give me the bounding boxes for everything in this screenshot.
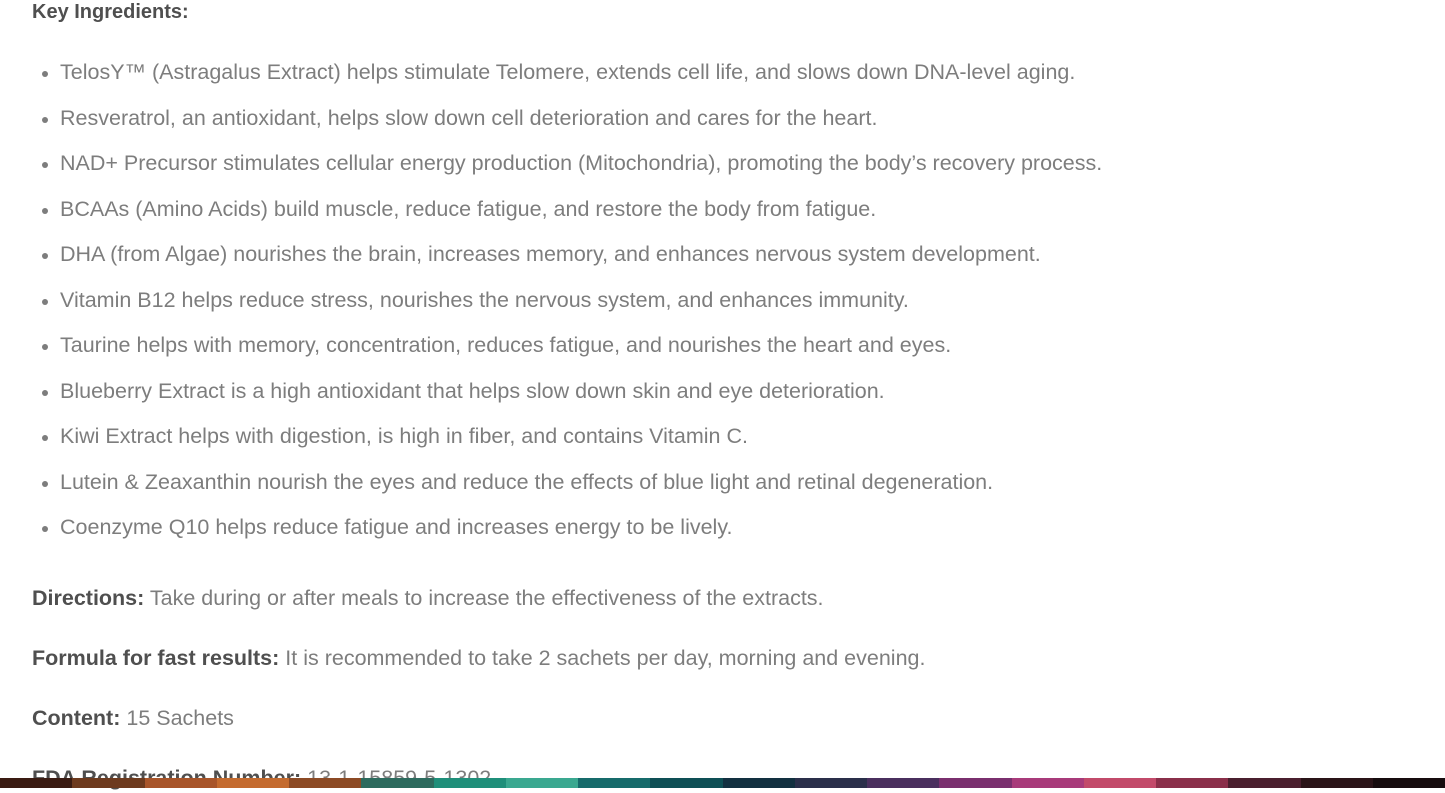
list-item: Vitamin B12 helps reduce stress, nourishes the nervous system, and enhances immunity. <box>32 278 1413 324</box>
strip-segment <box>72 778 144 788</box>
formula-label: Formula for fast results: <box>32 645 280 670</box>
content-label: Content: <box>32 705 121 730</box>
list-item: DHA (from Algae) nourishes the brain, increases memory, and enhances nervous system development. <box>32 232 1413 278</box>
list-item: Taurine helps with memory, concentration, reduces fatigue, and nourishes the heart and eyes. <box>32 323 1413 369</box>
strip-segment <box>506 778 578 788</box>
directions-value: Take during or after meals to increase the effectiveness of the extracts. <box>149 585 824 610</box>
list-item: TelosY™ (Astragalus Extract) helps stimulate Telomere, extends cell life, and slows down DNA-level aging. <box>32 50 1413 96</box>
content-line <box>32 703 1413 733</box>
strip-segment <box>795 778 867 788</box>
list-item: Blueberry Extract is a high antioxidant that helps slow down skin and eye deterioration. <box>32 369 1413 415</box>
list-item: Resveratrol, an antioxidant, helps slow down cell deterioration and cares for the heart. <box>32 96 1413 142</box>
strip-segment <box>1156 778 1228 788</box>
strip-segment <box>1301 778 1373 788</box>
list-item: BCAAs (Amino Acids) build muscle, reduce fatigue, and restore the body from fatigue. <box>32 187 1413 233</box>
bottom-color-strip <box>0 778 1445 788</box>
strip-segment <box>434 778 506 788</box>
strip-segment <box>867 778 939 788</box>
ingredients-list <box>32 50 1413 551</box>
strip-segment <box>1373 778 1445 788</box>
strip-segment <box>939 778 1011 788</box>
directions-label: Directions: <box>32 585 145 610</box>
strip-segment <box>145 778 217 788</box>
list-item: Lutein & Zeaxanthin nourish the eyes and reduce the effects of blue light and retinal degeneration. <box>32 460 1413 506</box>
strip-segment <box>217 778 289 788</box>
strip-segment <box>361 778 433 788</box>
strip-segment <box>289 778 361 788</box>
list-item: Kiwi Extract helps with digestion, is high in fiber, and contains Vitamin C. <box>32 414 1413 460</box>
strip-segment <box>0 778 72 788</box>
page-title: Key Ingredients: <box>32 1 189 23</box>
formula-line <box>32 643 1413 673</box>
list-item: NAD+ Precursor stimulates cellular energy production (Mitochondria), promoting the body’s recovery process. <box>32 141 1413 187</box>
directions-line <box>32 583 1413 613</box>
strip-segment <box>578 778 650 788</box>
list-item: Coenzyme Q10 helps reduce fatigue and increases energy to be lively. <box>32 505 1413 551</box>
strip-segment <box>1228 778 1300 788</box>
content-value: 15 Sachets <box>126 705 234 730</box>
formula-value: It is recommended to take 2 sachets per day, morning and evening. <box>285 645 926 670</box>
strip-segment <box>1084 778 1156 788</box>
strip-segment <box>1012 778 1084 788</box>
strip-segment <box>650 778 722 788</box>
strip-segment <box>723 778 795 788</box>
